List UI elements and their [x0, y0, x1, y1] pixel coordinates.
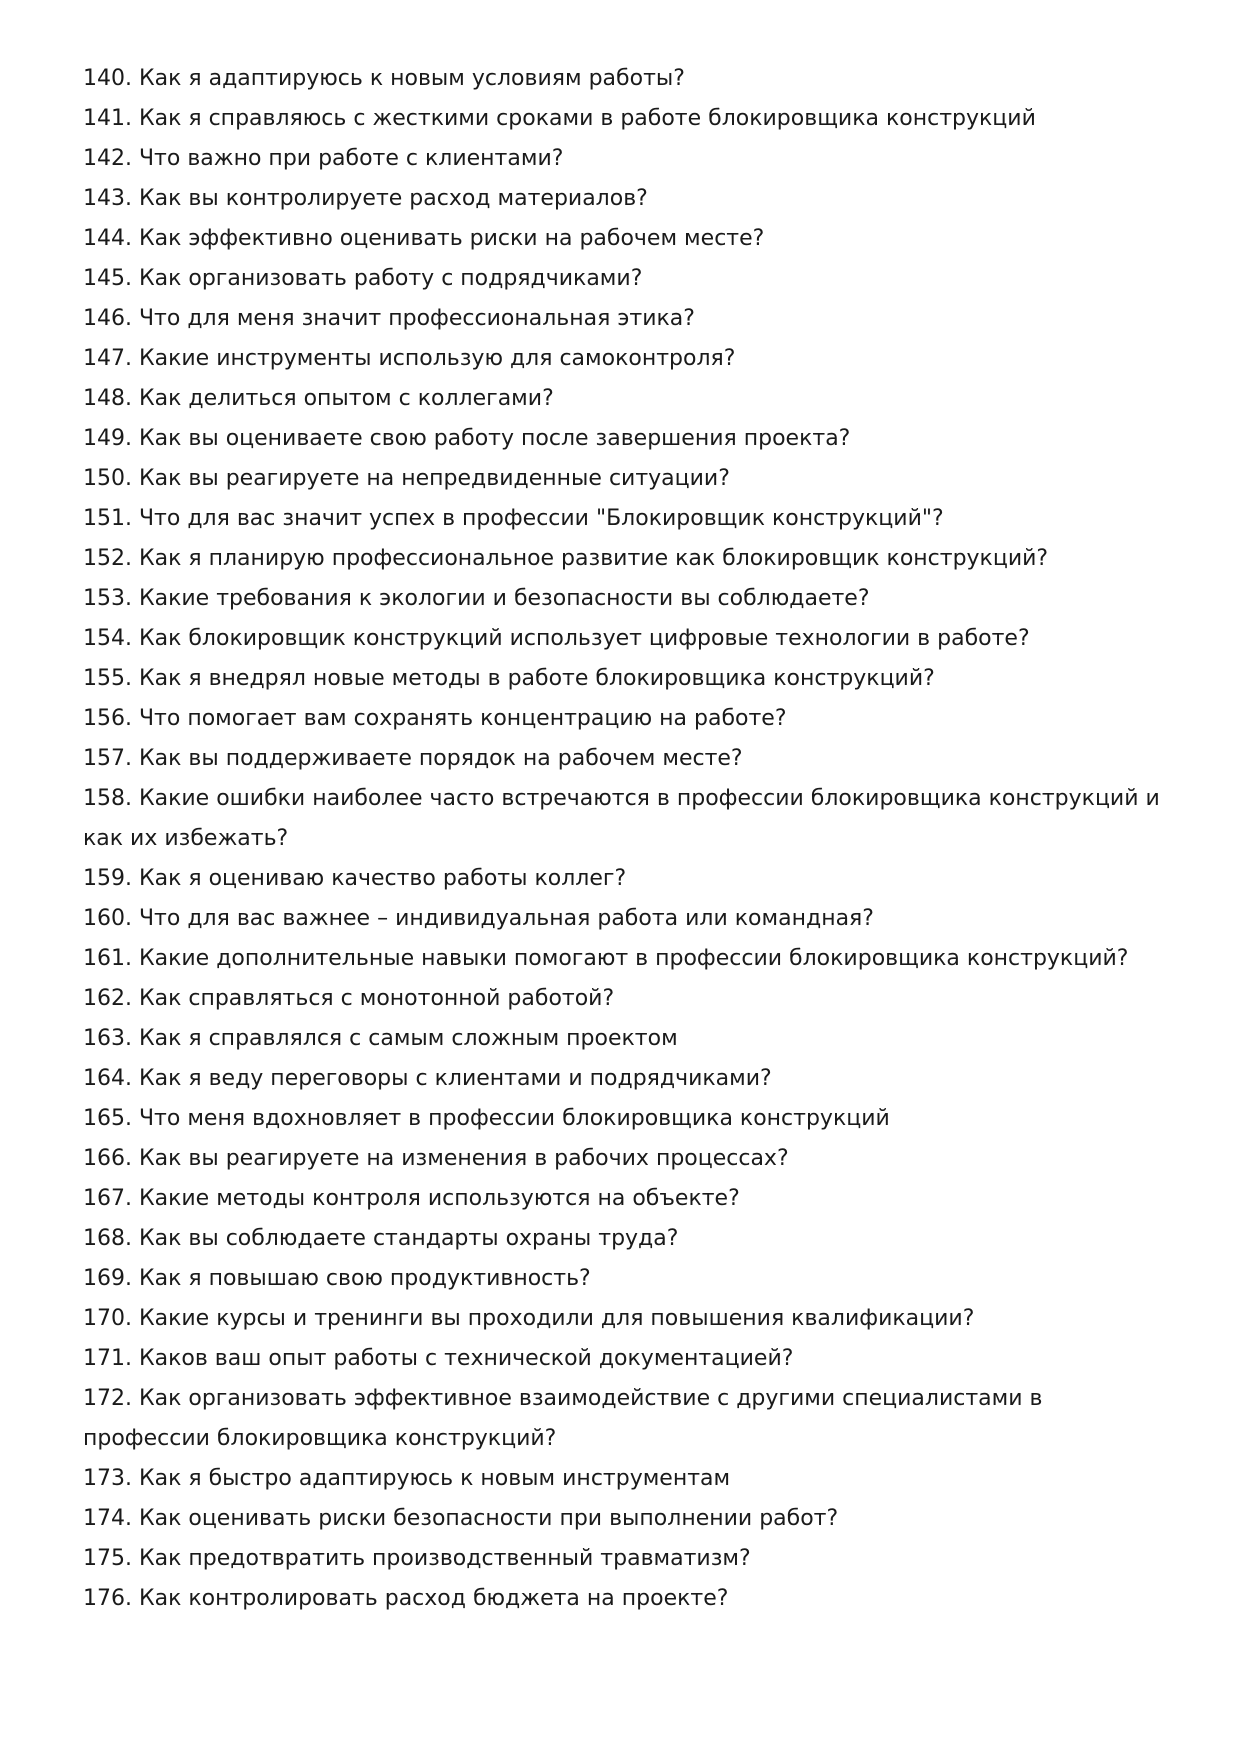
question-item: 165. Что меня вдохновляет в профессии блокировщика конструкций [83, 1106, 890, 1131]
question-item: 141. Как я справляюсь с жесткими сроками в работе блокировщика конструкций [83, 106, 1036, 131]
question-item: 167. Какие методы контроля используются на объекте? [83, 1186, 740, 1211]
question-item: 156. Что помогает вам сохранять концентрацию на работе? [83, 706, 787, 731]
question-item: 174. Как оценивать риски безопасности при выполнении работ? [83, 1506, 839, 1531]
question-item: 144. Как эффективно оценивать риски на рабочем месте? [83, 226, 765, 251]
document-page [83, 59, 1173, 1619]
question-item: 171. Каков ваш опыт работы с технической документацией? [83, 1346, 794, 1371]
question-item: 151. Что для вас значит успех в профессии "Блокировщик конструкций"? [83, 506, 944, 531]
question-item: 149. Как вы оцениваете свою работу после завершения проекта? [83, 426, 851, 451]
question-item: 140. Как я адаптируюсь к новым условиям работы? [83, 66, 685, 91]
question-item: 143. Как вы контролируете расход материалов? [83, 186, 648, 211]
question-item: 176. Как контролировать расход бюджета на проекте? [83, 1586, 729, 1611]
question-item: 172. Как организовать эффективное взаимодействие с другими специалистами в профессии блокировщика конструкций? [83, 1386, 1043, 1451]
question-item: 158. Какие ошибки наиболее часто встречаются в профессии блокировщика конструкций и как их избежать? [83, 786, 1160, 851]
question-item: 173. Как я быстро адаптируюсь к новым инструментам [83, 1466, 731, 1491]
question-item: 152. Как я планирую профессиональное развитие как блокировщик конструкций? [83, 546, 1049, 571]
question-list [83, 59, 1173, 1619]
question-item: 163. Как я справлялся с самым сложным проектом [83, 1026, 678, 1051]
question-item: 153. Какие требования к экологии и безопасности вы соблюдаете? [83, 586, 870, 611]
question-item: 159. Как я оцениваю качество работы коллег? [83, 866, 627, 891]
question-item: 161. Какие дополнительные навыки помогают в профессии блокировщика конструкций? [83, 946, 1129, 971]
question-item: 155. Как я внедрял новые методы в работе блокировщика конструкций? [83, 666, 935, 691]
question-item: 142. Что важно при работе с клиентами? [83, 146, 564, 171]
question-item: 145. Как организовать работу с подрядчиками? [83, 266, 643, 291]
question-item: 147. Какие инструменты использую для самоконтроля? [83, 346, 736, 371]
question-item: 164. Как я веду переговоры с клиентами и подрядчиками? [83, 1066, 772, 1091]
question-item: 150. Как вы реагируете на непредвиденные ситуации? [83, 466, 730, 491]
question-item: 166. Как вы реагируете на изменения в рабочих процессах? [83, 1146, 789, 1171]
question-item: 169. Как я повышаю свою продуктивность? [83, 1266, 591, 1291]
question-item: 168. Как вы соблюдаете стандарты охраны труда? [83, 1226, 679, 1251]
question-item: 154. Как блокировщик конструкций использует цифровые технологии в работе? [83, 626, 1030, 651]
question-item: 162. Как справляться с монотонной работой? [83, 986, 615, 1011]
question-item: 146. Что для меня значит профессиональная этика? [83, 306, 695, 331]
question-item: 170. Какие курсы и тренинги вы проходили для повышения квалификации? [83, 1306, 975, 1331]
question-item: 148. Как делиться опытом с коллегами? [83, 386, 554, 411]
question-item: 157. Как вы поддерживаете порядок на рабочем месте? [83, 746, 743, 771]
question-item: 160. Что для вас важнее – индивидуальная работа или командная? [83, 906, 874, 931]
question-item: 175. Как предотвратить производственный травматизм? [83, 1546, 751, 1571]
